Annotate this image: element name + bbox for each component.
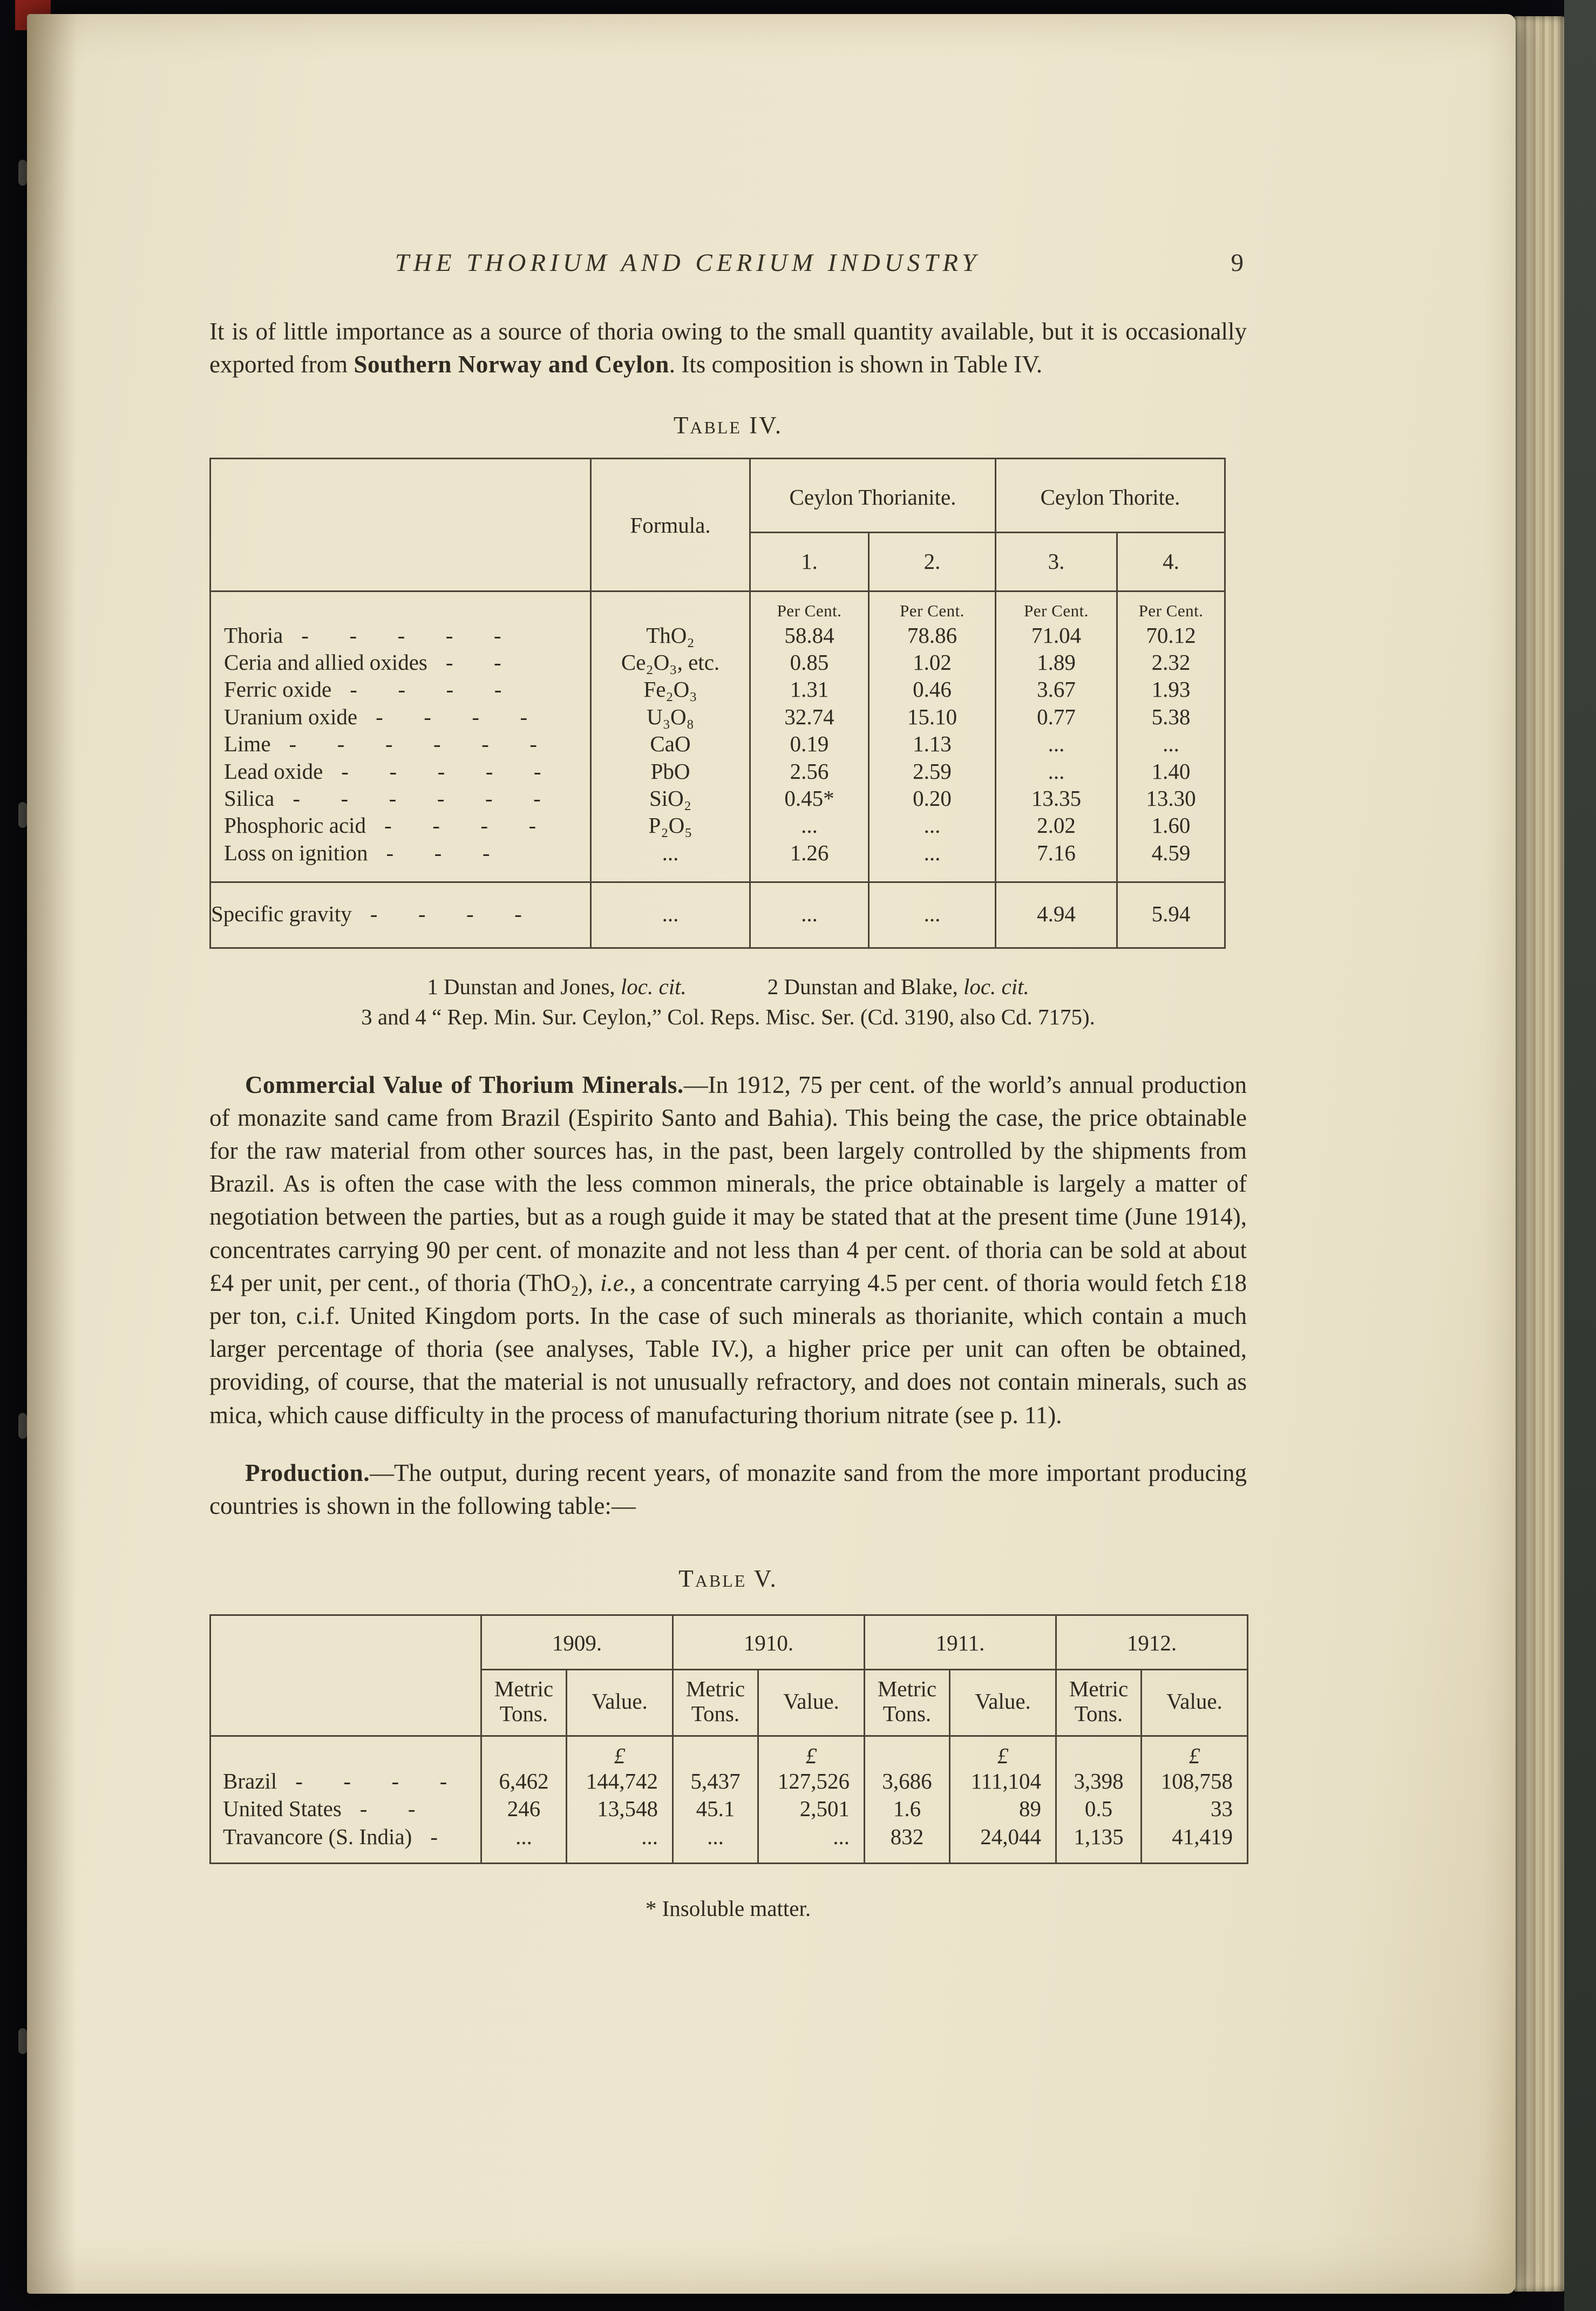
leader-dashes: - - - - [350,677,503,702]
value-cell: 3.67 [996,676,1117,703]
country-name: Travancore (S. India) [223,1824,412,1849]
leader-dashes: - - - - [384,813,538,838]
mineral-name: Phosphoric acid [224,813,366,838]
pound-sign: £ [758,1736,865,1768]
empty-cell [591,592,750,622]
country-name-cell [210,1795,481,1823]
mineral-name-cell [210,730,591,757]
value-cell: ... [869,839,996,882]
table5-corner-cell [210,1615,481,1736]
metric-tons-header: Metric Tons. [1056,1670,1142,1736]
value-cell: 1.40 [1117,758,1225,785]
empty-cell [210,592,591,622]
mineral-name: Lime [224,731,271,757]
value-cell: 1.93 [1117,676,1225,703]
table4-row [210,622,1225,649]
book-cover-edge [1564,0,1596,2311]
running-head [209,248,1247,284]
table4-row [210,785,1225,812]
table5-caption: Table V. [678,1565,778,1593]
value-cell: 13.35 [996,785,1117,812]
value-cell: 4.59 [1117,839,1225,882]
value-cell: 0.77 [996,703,1117,730]
table4-specific-gravity-row [210,882,1225,948]
metric-tons-header: Metric Tons. [673,1670,758,1736]
metric-tons-cell: 246 [481,1795,567,1823]
pound-sign: £ [1142,1736,1248,1768]
mineral-name: Lead oxide [224,758,323,784]
table4-row [210,649,1225,676]
formula-cell: ... [591,839,750,882]
table4-formula-header: Formula. [591,459,750,592]
empty-cell [481,1736,567,1768]
mineral-name-cell [210,785,591,812]
formula-cell: Fe₂O₃ [591,676,750,703]
value-header: Value. [950,1670,1056,1736]
value-cell: 0.46 [869,676,996,703]
table4-row [210,839,1225,882]
value-cell: 13.30 [1117,785,1225,812]
book-page [27,14,1516,2294]
table4-group-thorianite: Ceylon Thorianite. [750,459,996,533]
pound-sign: £ [950,1736,1056,1768]
leader-dashes: - - - - [376,704,529,729]
value-cell: 1.26 [750,839,869,882]
table4-col-number: 4. [1117,533,1225,592]
leader-dashes: - - [445,649,502,675]
mineral-name-cell [210,812,591,839]
value-cell: ... [750,812,869,839]
value-cell: 24,044 [950,1823,1056,1864]
value-cell: 0.85 [750,649,869,676]
spine-shadow [27,14,77,2294]
table5-row [210,1823,1248,1864]
binding-stitch [18,160,27,186]
country-name: United States [223,1796,342,1821]
mineral-name: Ferric oxide [224,677,332,702]
table5-year-header: 1912. [1056,1615,1248,1670]
table4-caption: Table IV. [673,412,783,439]
footnote-1-italic: loc. cit. [620,974,687,999]
value-cell: 0.19 [750,730,869,757]
commercial-italic: i.e. [600,1269,630,1296]
country-name-cell [210,1768,481,1795]
value-cell: 32.74 [750,703,869,730]
per-cent-label: Per Cent. [996,592,1117,622]
value-header: Value. [567,1670,673,1736]
table4-source-footnote-3-4: 3 and 4 “ Rep. Min. Sur. Ceylon,” Col. Reps. Misc. Ser. (Cd. 3190, also Cd. 7175). [361,1004,1095,1029]
formula-cell: P₂O₅ [591,812,750,839]
metric-tons-cell: 5,437 [673,1768,758,1795]
page-number: 9 [1231,249,1244,277]
metric-tons-cell: 832 [865,1823,950,1864]
table4-source-footnotes [209,974,1247,1000]
value-cell: ... [567,1823,673,1864]
table-5 [209,1614,1248,1864]
metric-tons-cell: 3,398 [1056,1768,1142,1795]
pound-sign: £ [567,1736,673,1768]
formula-cell: SiO₂ [591,785,750,812]
mineral-name-cell [210,882,591,948]
metric-tons-cell: 45.1 [673,1795,758,1823]
binding-stitch [18,1413,27,1439]
mineral-name-cell [210,839,591,882]
mineral-name-cell [210,703,591,730]
value-cell: 15.10 [869,703,996,730]
value-cell: 5.38 [1117,703,1225,730]
value-cell: ... [869,882,996,948]
table4-row [210,812,1225,839]
metric-tons-cell: 1,135 [1056,1823,1142,1864]
intro-paragraph [209,315,1247,381]
mineral-name: Loss on ignition [224,840,368,865]
value-cell: 2.32 [1117,649,1225,676]
footnote-1-text: 1 Dunstan and Jones, [427,974,621,999]
value-cell: 1.60 [1117,812,1225,839]
empty-cell [865,1736,950,1768]
binding-stitch [18,802,27,828]
value-cell: 1.31 [750,676,869,703]
table-4 [209,458,1226,948]
value-cell: 78.86 [869,622,996,649]
table4-row [210,730,1225,757]
value-cell: 5.94 [1117,882,1225,948]
table5-year-header-row [210,1615,1248,1670]
commercial-body-1: —In 1912, 75 per cent. of the world’s annual production of monazite sand came from Brazil (Espirito Santo and Bahia). This being the case, the price obtainable for the raw material from other sources has, in the past, been largely controlled by the shipments from Brazil. As is often the case with the less common minerals, the price obtainable is largely a matter of negotiation between the parties, but as a rough guide it may be stated that at the present time (June 1914), concentrates carrying 90 per cent. of monazite and not less than 4 per cent. of thoria can be sold at about £4 per unit, per cent., of thoria (ThO₂), [209,1071,1247,1296]
metric-tons-cell: 0.5 [1056,1795,1142,1823]
empty-cell [1056,1736,1142,1768]
metric-tons-cell: ... [481,1823,567,1864]
value-cell: ... [750,882,869,948]
table5-row [210,1768,1248,1795]
value-cell: 1.13 [869,730,996,757]
value-cell: 41,419 [1142,1823,1248,1864]
running-head-title: THE THORIUM AND CERIUM INDUSTRY [395,249,981,277]
table4-group-thorite: Ceylon Thorite. [996,459,1225,533]
value-cell: ... [996,730,1117,757]
value-cell: ... [758,1823,865,1864]
metric-tons-header: Metric Tons. [481,1670,567,1736]
leader-dashes: - - [359,1796,417,1821]
metric-tons-cell: 3,686 [865,1768,950,1795]
intro-text-before: It is of little importance as a source of thoria owing to the small quantity available, but it is occasionally exported from [209,318,1247,378]
mineral-name: Thoria [224,622,283,648]
formula-cell: CaO [591,730,750,757]
value-header: Value. [758,1670,865,1736]
insoluble-matter-footnote: * Insoluble matter. [645,1895,811,1921]
production-heading: Production. [245,1459,370,1486]
mineral-name-cell [210,758,591,785]
value-cell: 71.04 [996,622,1117,649]
formula-cell: PbO [591,758,750,785]
per-cent-label: Per Cent. [869,592,996,622]
intro-text-after: . Its composition is shown in Table IV. [669,351,1043,378]
value-cell: 111,104 [950,1768,1056,1795]
value-cell: 0.45* [750,785,869,812]
table5-year-header: 1910. [673,1615,865,1670]
table4-corner-cell [210,459,591,592]
metric-tons-header: Metric Tons. [865,1670,950,1736]
leader-dashes: - [430,1824,439,1849]
value-cell: 1.02 [869,649,996,676]
leader-dashes: - - - - - [341,758,542,784]
value-cell: 127,526 [758,1768,865,1795]
footnote-2-italic: loc. cit. [963,974,1029,999]
intro-bold-text: Southern Norway and Ceylon [354,351,669,378]
leader-dashes: - - - - [295,1769,449,1794]
commercial-value-heading: Commercial Value of Thorium Minerals. [245,1071,684,1098]
table5-currency-row [210,1736,1248,1768]
value-cell: 2.02 [996,812,1117,839]
footnote-2-text: 2 Dunstan and Blake, [767,974,963,999]
metric-tons-cell: ... [673,1823,758,1864]
value-cell: 1.89 [996,649,1117,676]
value-cell: ... [869,812,996,839]
binding-stitch [18,2028,27,2054]
per-cent-label: Per Cent. [1117,592,1225,622]
table4-row [210,676,1225,703]
leader-dashes: - - - - [370,901,523,927]
mineral-name: Specific gravity [211,901,352,927]
value-cell: 2.59 [869,758,996,785]
per-cent-label: Per Cent. [750,592,869,622]
value-cell: 89 [950,1795,1056,1823]
formula-cell: ... [591,882,750,948]
table4-percent-row [210,592,1225,622]
value-cell: 58.84 [750,622,869,649]
value-cell: 0.20 [869,785,996,812]
empty-cell [210,1736,481,1768]
empty-cell [673,1736,758,1768]
table5-row [210,1795,1248,1823]
country-name: Brazil [223,1769,277,1794]
value-cell: 144,742 [567,1768,673,1795]
table4-col-number: 1. [750,533,869,592]
leader-dashes: - - - - - [301,622,502,648]
table4-col-number: 2. [869,533,996,592]
commercial-value-paragraph [209,1069,1247,1432]
leader-dashes: - - - [386,840,491,865]
mineral-name-cell [210,676,591,703]
table5-year-header: 1909. [481,1615,673,1670]
mineral-name: Uranium oxide [224,704,358,729]
leader-dashes: - - - - - - [289,731,538,757]
page-content [209,248,1247,1921]
mineral-name-cell [210,622,591,649]
commercial-body-2: , a concentrate carrying 4.5 per cent. of thoria would fetch £18 per ton, c.i.f. United Kingdom ports. In the case of such minerals as thorianite, which contain a much larger percentage of thoria (see analyses, Table IV.), a higher price per unit can often be obtained, providing, of course, that the material is not unusually refractory, and does not contain minerals, such as mica, which cause difficulty in the process of manufacturing thorium nitrate (see p. 11). [209,1269,1247,1429]
country-name-cell [210,1823,481,1864]
table4-row [210,758,1225,785]
value-header: Value. [1142,1670,1248,1736]
mineral-name: Ceria and allied oxides [224,649,427,675]
value-cell: ... [996,758,1117,785]
value-cell: 70.12 [1117,622,1225,649]
metric-tons-cell: 6,462 [481,1768,567,1795]
value-cell: 4.94 [996,882,1117,948]
value-cell: ... [1117,730,1225,757]
value-cell: 108,758 [1142,1768,1248,1795]
table4-row [210,703,1225,730]
value-cell: 13,548 [567,1795,673,1823]
leader-dashes: - - - - - - [293,786,542,811]
formula-cell: Ce₂O₃, etc. [591,649,750,676]
value-cell: 2.56 [750,758,869,785]
table4-col-number: 3. [996,533,1117,592]
production-body: —The output, during recent years, of monazite sand from the more important producing countries is shown in the following table:— [209,1459,1247,1519]
mineral-name: Silica [224,786,275,811]
table5-year-header: 1911. [865,1615,1056,1670]
table4-group-header-row [210,459,1225,533]
value-cell: 7.16 [996,839,1117,882]
book-page-edges [1514,16,1567,2292]
formula-cell: U₃O₈ [591,703,750,730]
mineral-name-cell [210,649,591,676]
formula-cell: ThO₂ [591,622,750,649]
value-cell: 2,501 [758,1795,865,1823]
production-paragraph [209,1457,1247,1522]
metric-tons-cell: 1.6 [865,1795,950,1823]
value-cell: 33 [1142,1795,1248,1823]
